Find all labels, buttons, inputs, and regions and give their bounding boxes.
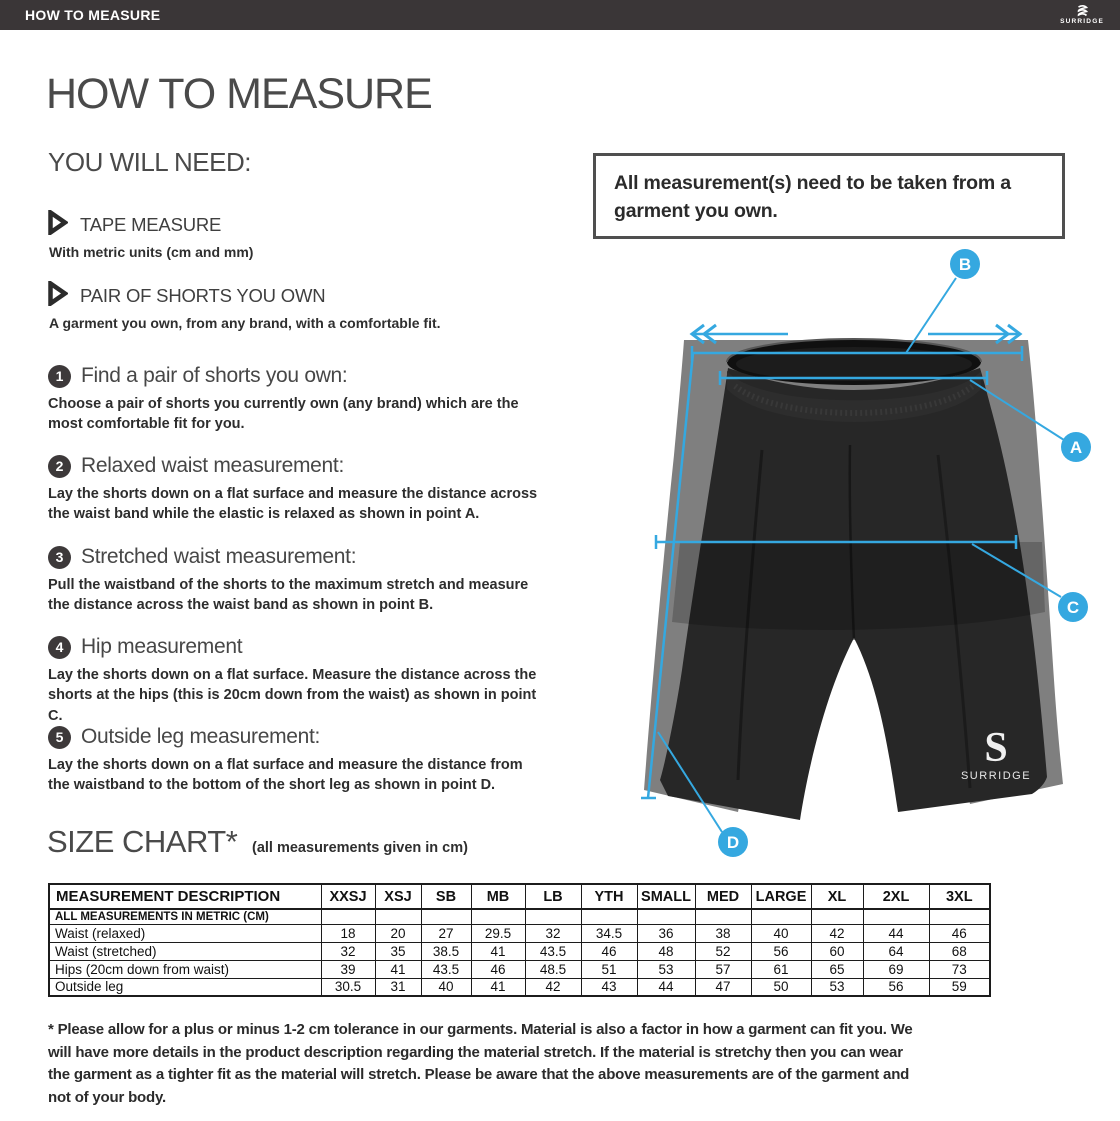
triangle-bullet-icon (48, 210, 68, 240)
table-empty-cell (863, 909, 929, 924)
table-cell: 32 (321, 942, 375, 960)
table-cell: 65 (811, 960, 863, 978)
table-cell: 50 (751, 978, 811, 996)
step-title: Find a pair of shorts you own: (81, 364, 348, 387)
note-text: All measurement(s) need to be taken from a garment you own. (614, 172, 1011, 223)
table-cell: 57 (695, 960, 751, 978)
table-header-size-lb: LB (525, 884, 581, 909)
step-number-badge: 2 (48, 455, 71, 478)
step-body: Lay the shorts down on a flat surface and measure the distance across the waist band while the elastic is relaxed as shown in point A. (48, 486, 538, 523)
need-item-description: A garment you own, from any brand, with a comfortable fit. (49, 315, 441, 331)
table-cell: 64 (863, 942, 929, 960)
need-item-tape-measure (48, 210, 568, 260)
table-cell: 44 (863, 924, 929, 942)
table-row (49, 960, 990, 978)
table-cell: 48.5 (525, 960, 581, 978)
table-header-size-large: LARGE (751, 884, 811, 909)
table-cell: 18 (321, 924, 375, 942)
need-item-shorts (48, 281, 568, 331)
table-cell: 41 (471, 978, 525, 996)
table-metric-note-row (49, 909, 990, 924)
step-4 (48, 635, 578, 726)
step-title: Hip measurement (81, 635, 243, 658)
surridge-s-icon (1076, 5, 1089, 18)
step-number-badge: 3 (48, 546, 71, 569)
step-title: Outside leg measurement: (81, 725, 321, 748)
shorts-logo-text: SURRIDGE (960, 770, 1032, 782)
table-empty-cell (929, 909, 990, 924)
table-header-size-sb: SB (421, 884, 471, 909)
table-cell: 68 (929, 942, 990, 960)
table-cell: 39 (321, 960, 375, 978)
step-1 (48, 364, 578, 435)
surridge-brand-text: SURRIDGE (1060, 17, 1104, 25)
table-cell: 40 (421, 978, 471, 996)
table-header-size-yth: YTH (581, 884, 637, 909)
table-cell: 30.5 (321, 978, 375, 996)
table-empty-cell (375, 909, 421, 924)
step-2 (48, 454, 578, 525)
table-empty-cell (421, 909, 471, 924)
step-body: Choose a pair of shorts you currently own (any brand) which are the most comfortable fit for you. (48, 396, 519, 433)
top-bar-title: HOW TO MEASURE (25, 7, 161, 23)
triangle-bullet-icon (48, 281, 68, 311)
table-cell: 53 (637, 960, 695, 978)
table-header-size-xxsj: XXSJ (321, 884, 375, 909)
table-row-label: Outside leg (49, 978, 321, 996)
table-cell: 59 (929, 978, 990, 996)
table-cell: 61 (751, 960, 811, 978)
table-cell: 41 (375, 960, 421, 978)
table-cell: 69 (863, 960, 929, 978)
table-row-label: Waist (relaxed) (49, 924, 321, 942)
table-header-size-xsj: XSJ (375, 884, 421, 909)
step-body: Pull the waistband of the shorts to the maximum stretch and measure the distance across the waist band as shown in point B. (48, 577, 529, 614)
table-cell: 73 (929, 960, 990, 978)
table-cell: 43.5 (421, 960, 471, 978)
table-header-size-mb: MB (471, 884, 525, 909)
table-empty-cell (471, 909, 525, 924)
shorts-logo-s: S (984, 725, 1008, 771)
callout-D-label: D (726, 833, 740, 852)
table-cell: 36 (637, 924, 695, 942)
table-cell: 42 (811, 924, 863, 942)
table-cell: 41 (471, 942, 525, 960)
size-chart-table (48, 883, 991, 997)
step-body: Lay the shorts down on a flat surface. Measure the distance across the shorts at the hips (this is 20cm down from the waist) as shown in point C. (48, 667, 537, 724)
you-will-need-heading: YOU WILL NEED: (48, 147, 251, 177)
table-empty-cell (751, 909, 811, 924)
table-cell: 42 (525, 978, 581, 996)
table-row-label: Hips (20cm down from waist) (49, 960, 321, 978)
note-box (593, 153, 1065, 239)
page-title: HOW TO MEASURE (46, 70, 432, 118)
table-cell: 46 (929, 924, 990, 942)
table-cell: 51 (581, 960, 637, 978)
top-bar (0, 0, 1120, 30)
table-header-row (49, 884, 990, 909)
table-row (49, 978, 990, 996)
table-cell: 44 (637, 978, 695, 996)
table-cell: 31 (375, 978, 421, 996)
table-cell: 47 (695, 978, 751, 996)
table-cell: 56 (751, 942, 811, 960)
footnote: * Please allow for a plus or minus 1-2 cm tolerance in our garments. Material is also a factor in how a garment can fit you. We will have more details in the product description regarding the material stretch. If the material is stretchy then you can wear the garment as a tighter fit as the material will stretch. Please be aware that the above measurements are of the garment and not of your body. (48, 1021, 913, 1106)
table-cell: 34.5 (581, 924, 637, 942)
callout-B-label: B (958, 255, 972, 274)
table-cell: 43.5 (525, 942, 581, 960)
table-header-size-med: MED (695, 884, 751, 909)
size-chart-heading: SIZE CHART* (47, 824, 238, 859)
table-cell: 52 (695, 942, 751, 960)
table-cell: 46 (471, 960, 525, 978)
table-cell: 40 (751, 924, 811, 942)
table-header-size-3xl: 3XL (929, 884, 990, 909)
step-3 (48, 545, 578, 616)
step-title: Relaxed waist measurement: (81, 454, 344, 477)
table-cell: 20 (375, 924, 421, 942)
table-row (49, 924, 990, 942)
table-cell: 48 (637, 942, 695, 960)
callout-C-label: C (1066, 598, 1080, 617)
table-header-measurement-description: MEASUREMENT DESCRIPTION (49, 884, 321, 909)
need-item-label: PAIR OF SHORTS YOU OWN (80, 285, 326, 306)
table-empty-cell (581, 909, 637, 924)
step-title: Stretched waist measurement: (81, 545, 357, 568)
table-cell: 27 (421, 924, 471, 942)
table-cell: 53 (811, 978, 863, 996)
table-cell: 38.5 (421, 942, 471, 960)
need-item-label: TAPE MEASURE (80, 214, 222, 235)
table-header-size-xl: XL (811, 884, 863, 909)
table-header-size-2xl: 2XL (863, 884, 929, 909)
table-cell: 32 (525, 924, 581, 942)
table-cell: 35 (375, 942, 421, 960)
need-item-description: With metric units (cm and mm) (49, 244, 254, 260)
table-empty-cell (637, 909, 695, 924)
table-empty-cell (321, 909, 375, 924)
step-number-badge: 1 (48, 365, 71, 388)
table-empty-cell (695, 909, 751, 924)
table-header-size-small: SMALL (637, 884, 695, 909)
table-cell: 29.5 (471, 924, 525, 942)
callout-A-label: A (1069, 438, 1083, 457)
surridge-logo (1060, 5, 1104, 26)
step-5 (48, 725, 578, 796)
table-empty-cell (811, 909, 863, 924)
table-row-label: Waist (stretched) (49, 942, 321, 960)
table-cell: 43 (581, 978, 637, 996)
step-number-badge: 5 (48, 726, 71, 749)
size-chart-unit-note: (all measurements given in cm) (252, 840, 468, 856)
step-number-badge: 4 (48, 636, 71, 659)
table-cell: 60 (811, 942, 863, 960)
table-row (49, 942, 990, 960)
table-cell: 38 (695, 924, 751, 942)
table-metric-note: ALL MEASUREMENTS IN METRIC (CM) (49, 909, 321, 924)
table-empty-cell (525, 909, 581, 924)
step-body: Lay the shorts down on a flat surface and measure the distance from the waistband to the bottom of the short leg as shown in point D. (48, 757, 523, 794)
table-cell: 56 (863, 978, 929, 996)
table-cell: 46 (581, 942, 637, 960)
shorts-diagram (640, 240, 1120, 900)
